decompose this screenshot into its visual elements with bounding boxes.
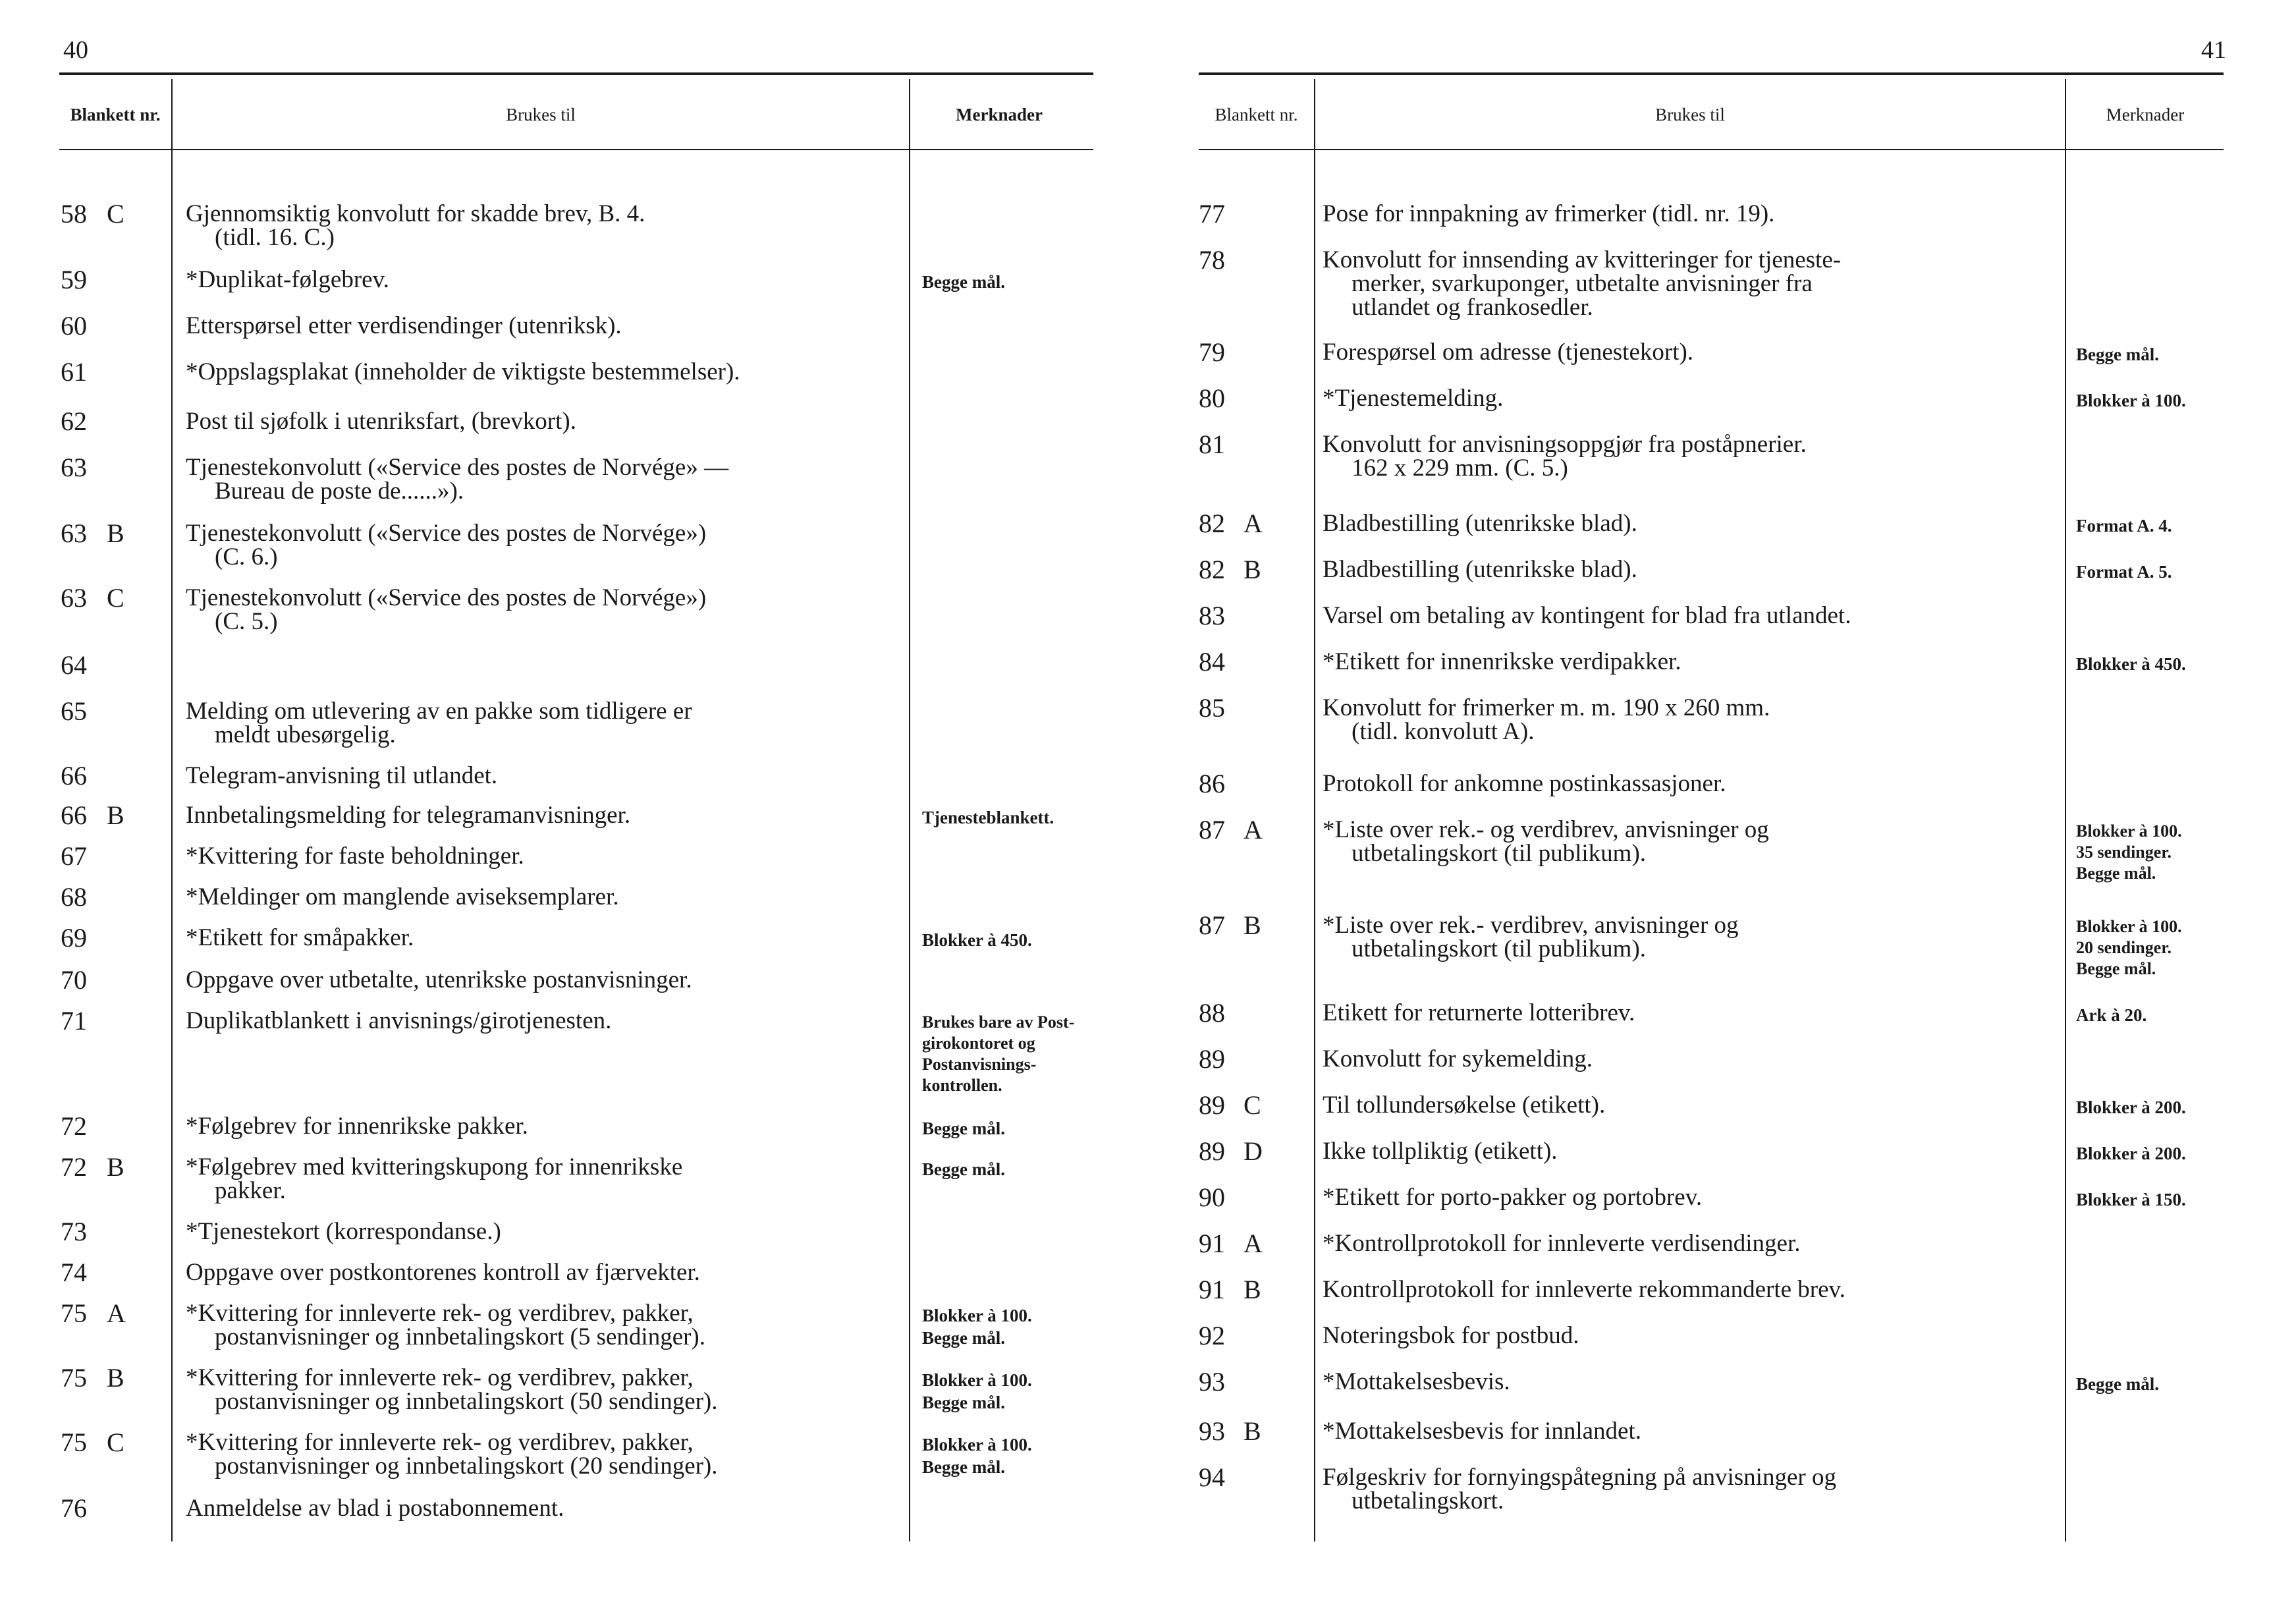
- form-suffix: B: [1244, 910, 1261, 940]
- form-number: 70: [61, 965, 87, 995]
- remark-line: 20 sendinger.: [2076, 938, 2172, 957]
- remark-line: Brukes bare av Post-: [922, 1012, 1075, 1032]
- form-remark: [2076, 1004, 2146, 1026]
- description-line: Tjenestekonvolutt («Service des postes de Norvége»): [186, 584, 707, 611]
- form-number: 79: [1199, 337, 1225, 367]
- right-page: [1199, 0, 2226, 1608]
- description-line: Noteringsbok for postbud.: [1323, 1322, 1579, 1349]
- description-line: *Etikett for innenrikske verdipakker.: [1323, 648, 1681, 675]
- form-number: 91: [1199, 1275, 1225, 1304]
- description-line: Til tollundersøkelse (etikett).: [1323, 1092, 1606, 1119]
- form-description: [186, 700, 692, 747]
- form-description: [1323, 1324, 1579, 1348]
- description-line: *Etikett for småpakker.: [186, 924, 414, 951]
- form-number: 65: [61, 696, 87, 726]
- form-description: [1323, 1186, 1702, 1209]
- form-number: 84: [1199, 647, 1225, 677]
- description-line: Gjennomsiktig konvolutt for skadde brev, B. 4.: [186, 200, 645, 227]
- form-remark: [922, 1304, 1032, 1349]
- form-number: 66: [61, 761, 87, 790]
- description-line: Protokoll for ankomne postinkassasjoner.: [1323, 770, 1726, 797]
- remark-line: Blokker à 100.: [922, 1370, 1032, 1390]
- remark-line: Ark à 20.: [2076, 1005, 2147, 1025]
- form-suffix: B: [107, 1363, 124, 1393]
- form-number: 61: [61, 357, 87, 387]
- description-line: Følgeskriv for fornyingspåtegning på anvisninger og: [1323, 1464, 1836, 1491]
- form-number: 87: [1199, 815, 1225, 845]
- remark-line: Tjenesteblankett.: [922, 808, 1054, 827]
- description-line: Oppgave over utbetalte, utenrikske postanvisninger.: [186, 966, 692, 993]
- form-description: [186, 586, 706, 634]
- description-line: *Oppslagsplakat (inneholder de viktigste bestemmelser).: [186, 358, 740, 385]
- remark-line: Begge mål.: [2076, 864, 2156, 883]
- form-description: [1323, 202, 1774, 226]
- description-line: (C. 5.): [215, 608, 278, 635]
- form-number: 67: [61, 841, 87, 871]
- form-description: [1323, 248, 1841, 319]
- description-line: (C. 6.): [215, 543, 278, 570]
- remark-line: Format A. 4.: [2076, 516, 2172, 536]
- form-remark: [922, 1158, 1005, 1180]
- description-line: 162 x 229 mm. (C. 5.): [1352, 455, 1568, 482]
- form-number: 63: [61, 453, 87, 482]
- remark-line: Begge mål.: [922, 1457, 1005, 1477]
- left-page: [59, 0, 1100, 1608]
- column-divider: [171, 79, 173, 1541]
- form-suffix: C: [1244, 1090, 1261, 1120]
- top-rule: [59, 72, 1093, 75]
- form-suffix: B: [107, 800, 124, 830]
- description-line: utbetalingskort (til publikum).: [1352, 840, 1647, 867]
- header-blankett: Blankett nr.: [70, 105, 161, 125]
- form-number: 62: [61, 406, 87, 436]
- remark-line: Postanvisnings-: [922, 1055, 1037, 1074]
- form-description: [1323, 512, 1637, 536]
- form-number: 75: [61, 1428, 87, 1457]
- form-number: 74: [61, 1258, 87, 1287]
- form-number: 72: [61, 1152, 87, 1182]
- description-line: *Tjenestemelding.: [1323, 385, 1504, 412]
- form-number: 94: [1199, 1462, 1225, 1492]
- form-number: 80: [1199, 383, 1225, 413]
- form-description: [186, 1431, 718, 1478]
- description-line: *Kvittering for faste beholdninger.: [186, 843, 524, 870]
- remark-line: kontrollen.: [922, 1076, 1002, 1095]
- form-suffix: C: [107, 199, 124, 229]
- form-description: [1323, 1370, 1510, 1394]
- header-blankett: Blankett nr.: [1215, 105, 1298, 125]
- description-line: Konvolutt for innsending av kvitteringer for tjeneste-: [1323, 246, 1842, 273]
- form-description: [186, 1155, 682, 1203]
- remark-line: Blokker à 200.: [2076, 1144, 2186, 1163]
- form-description: [1323, 1140, 1558, 1163]
- description-line: Anmeldelse av blad i postabonnement.: [186, 1495, 564, 1522]
- description-line: meldt ubesørgelig.: [215, 721, 396, 748]
- form-remark: [2076, 916, 2182, 980]
- description-line: Telegram-anvisning til utlandet.: [186, 762, 498, 789]
- form-number: 93: [1199, 1367, 1225, 1397]
- description-line: *Meldinger om manglende aviseksemplarer.: [186, 883, 619, 910]
- description-line: *Liste over rek.- og verdibrev, anvisninger og: [1323, 816, 1769, 843]
- form-remark: [2076, 1096, 2186, 1119]
- form-description: [1323, 1094, 1605, 1117]
- form-description: [186, 804, 630, 827]
- form-remark: [922, 806, 1054, 829]
- remark-line: Begge mål.: [922, 1328, 1005, 1348]
- description-line: Bladbestilling (utenrikske blad).: [1323, 510, 1637, 537]
- form-description: [1323, 772, 1726, 796]
- form-suffix: A: [1244, 1229, 1263, 1258]
- form-description: [1323, 341, 1693, 364]
- column-divider: [1314, 79, 1315, 1541]
- form-description: [1323, 1420, 1641, 1443]
- header-brukes-til: Brukes til: [1655, 105, 1725, 125]
- remark-line: Blokker à 100.: [2076, 391, 2186, 410]
- description-line: *Kvittering for innleverte rek- og verdibrev, pakker,: [186, 1429, 694, 1456]
- form-description: [186, 1302, 705, 1349]
- form-number: 85: [1199, 693, 1225, 723]
- remark-line: Begge mål.: [922, 1119, 1005, 1138]
- remark-line: Blokker à 100.: [2076, 821, 2182, 841]
- form-number: 75: [61, 1298, 87, 1328]
- form-number: 63: [61, 518, 87, 548]
- form-suffix: A: [107, 1298, 126, 1328]
- remark-line: 35 sendinger.: [2076, 843, 2172, 862]
- form-description: [1323, 696, 1770, 744]
- column-divider: [909, 79, 910, 1541]
- description-line: Tjenestekonvolutt («Service des postes de Norvége»): [186, 520, 707, 547]
- description-line: Konvolutt for frimerker m. m. 190 x 260 mm.: [1323, 694, 1770, 721]
- form-description: [186, 410, 576, 433]
- form-description: [1323, 558, 1637, 582]
- remark-line: Begge mål.: [2076, 959, 2156, 978]
- form-description: [186, 845, 524, 868]
- form-description: [186, 1261, 700, 1285]
- form-number: 73: [61, 1217, 87, 1246]
- description-line: utlandet og frankosedler.: [1352, 294, 1593, 321]
- form-remark: [2076, 1142, 2186, 1165]
- column-divider: [2065, 79, 2066, 1541]
- page-number: 40: [63, 36, 88, 64]
- description-line: Duplikatblankett i anvisnings/girotjenesten.: [186, 1007, 612, 1034]
- description-line: Bureau de poste de......»).: [215, 478, 464, 505]
- description-line: *Tjenestekort (korrespondanse.): [186, 1218, 501, 1245]
- remark-line: Blokker à 100.: [2076, 917, 2182, 936]
- form-number: 78: [1199, 245, 1225, 275]
- form-number: 59: [61, 265, 87, 294]
- form-number: 83: [1199, 601, 1225, 630]
- form-description: [186, 1497, 564, 1520]
- form-description: [186, 926, 414, 950]
- form-remark: [2076, 1373, 2159, 1395]
- description-line: (tidl. konvolutt A).: [1352, 718, 1535, 745]
- remark-line: Blokker à 200.: [2076, 1097, 2186, 1117]
- description-line: Forespørsel om adresse (tjenestekort).: [1323, 339, 1694, 366]
- form-description: [186, 968, 692, 992]
- header-merknader: Merknader: [956, 105, 1043, 125]
- form-description: [186, 1220, 501, 1244]
- form-description: [186, 456, 728, 503]
- form-number: 64: [61, 650, 87, 680]
- form-number: 82: [1199, 509, 1225, 538]
- form-description: [186, 268, 389, 292]
- form-number: 71: [61, 1006, 87, 1036]
- form-description: [1323, 914, 1739, 961]
- form-number: 86: [1199, 769, 1225, 798]
- form-description: [186, 202, 645, 250]
- form-suffix: B: [107, 1152, 124, 1182]
- description-line: *Etikett for porto-pakker og portobrev.: [1323, 1184, 1703, 1211]
- remark-line: girokontoret og: [922, 1034, 1035, 1053]
- form-description: [186, 1009, 611, 1033]
- form-remark: [922, 1117, 1005, 1140]
- description-line: *Liste over rek.- verdibrev, anvisninger og: [1323, 912, 1739, 939]
- description-line: Post til sjøfolk i utenriksfart, (brevkort).: [186, 408, 576, 435]
- remark-line: Blokker à 150.: [2076, 1190, 2186, 1209]
- form-description: [186, 314, 622, 338]
- form-number: 63: [61, 583, 87, 613]
- form-number: 82: [1199, 555, 1225, 584]
- form-suffix: A: [1244, 815, 1263, 845]
- form-remark: [2076, 343, 2159, 366]
- remark-line: Blokker à 100.: [922, 1435, 1032, 1455]
- form-number: 66: [61, 800, 87, 830]
- form-suffix: D: [1244, 1136, 1263, 1166]
- form-description: [1323, 650, 1681, 674]
- form-remark: [922, 929, 1032, 951]
- form-number: 72: [61, 1111, 87, 1141]
- description-line: Innbetalingsmelding for telegramanvisninger.: [186, 802, 631, 829]
- description-line: Ikke tollpliktig (etikett).: [1323, 1138, 1558, 1165]
- form-description: [1323, 387, 1503, 410]
- description-line: *Duplikat-følgebrev.: [186, 266, 389, 293]
- description-line: Etikett for returnerte lotteribrev.: [1323, 999, 1635, 1026]
- description-line: Oppgave over postkontorenes kontroll av fjærvekter.: [186, 1259, 700, 1286]
- description-line: Konvolutt for anvisningsoppgjør fra poståpnerier.: [1323, 431, 1807, 458]
- form-number: 88: [1199, 998, 1225, 1028]
- form-suffix: A: [1244, 509, 1263, 538]
- form-description: [1323, 1466, 1836, 1513]
- remark-line: Format A. 5.: [2076, 562, 2172, 582]
- remark-line: Begge mål.: [922, 1159, 1005, 1179]
- description-line: Kontrollprotokoll for innleverte rekommanderte brev.: [1323, 1276, 1845, 1303]
- form-description: [186, 1115, 528, 1138]
- form-remark: [2076, 821, 2182, 884]
- remark-line: Blokker à 100.: [922, 1306, 1032, 1325]
- remark-line: Begge mål.: [922, 1393, 1005, 1412]
- form-number: 58: [61, 199, 87, 229]
- form-number: 90: [1199, 1182, 1225, 1212]
- description-line: utbetalingskort.: [1352, 1487, 1504, 1514]
- description-line: Konvolutt for sykemelding.: [1323, 1045, 1593, 1072]
- header-brukes-til: Brukes til: [506, 105, 576, 125]
- form-description: [1323, 1001, 1635, 1025]
- description-line: (tidl. 16. C.): [215, 224, 335, 251]
- description-line: Etterspørsel etter verdisendinger (utenriksk).: [186, 312, 622, 339]
- description-line: *Følgebrev for innenrikske pakker.: [186, 1113, 528, 1140]
- form-description: [1323, 1278, 1845, 1302]
- page-number: 41: [2201, 36, 2226, 64]
- remark-line: Blokker à 450.: [2076, 654, 2186, 674]
- form-remark: [922, 1012, 1074, 1096]
- form-description: [1323, 604, 1851, 628]
- form-suffix: C: [107, 583, 124, 613]
- form-description: [1323, 1047, 1593, 1071]
- form-number: 76: [61, 1493, 87, 1523]
- form-number: 91: [1199, 1229, 1225, 1258]
- form-description: [1323, 1232, 1800, 1256]
- form-description: [186, 522, 706, 569]
- description-line: *Kontrollprotokoll for innleverte verdisendinger.: [1323, 1230, 1801, 1257]
- form-number: 89: [1199, 1044, 1225, 1074]
- description-line: postanvisninger og innbetalingskort (20 sendinger).: [215, 1453, 718, 1480]
- description-line: *Følgebrev med kvitteringskupong for innenrikske: [186, 1153, 683, 1180]
- form-number: 92: [1199, 1321, 1225, 1350]
- description-line: postanvisninger og innbetalingskort (50 sendinger).: [215, 1388, 718, 1415]
- form-suffix: B: [1244, 1416, 1261, 1446]
- form-suffix: B: [1244, 1275, 1261, 1304]
- form-description: [186, 1366, 718, 1414]
- description-line: pakker.: [215, 1177, 286, 1204]
- form-remark: [922, 1433, 1032, 1478]
- form-number: 60: [61, 311, 87, 341]
- form-description: [186, 360, 740, 384]
- description-line: Melding om utlevering av en pakke som tidligere er: [186, 698, 692, 725]
- description-line: postanvisninger og innbetalingskort (5 sendinger).: [215, 1323, 706, 1350]
- description-line: merker, svarkuponger, utbetalte anvisninger fra: [1352, 270, 1813, 297]
- form-suffix: B: [1244, 555, 1261, 584]
- form-description: [1323, 433, 1807, 480]
- form-number: 69: [61, 923, 87, 953]
- form-number: 75: [61, 1363, 87, 1393]
- form-remark: [2076, 389, 2186, 412]
- remark-line: Begge mål.: [922, 272, 1005, 292]
- form-description: [186, 764, 497, 788]
- header-merknader: Merknader: [2106, 105, 2185, 125]
- description-line: Tjenestekonvolutt («Service des postes de Norvége» —: [186, 454, 729, 481]
- remark-line: Begge mål.: [2076, 1374, 2159, 1394]
- form-number: 89: [1199, 1136, 1225, 1166]
- form-number: 93: [1199, 1416, 1225, 1446]
- remark-line: Begge mål.: [2076, 345, 2159, 364]
- form-remark: [2076, 653, 2186, 675]
- description-line: *Kvittering for innleverte rek- og verdibrev, pakker,: [186, 1300, 694, 1327]
- description-line: Varsel om betaling av kontingent for blad fra utlandet.: [1323, 602, 1851, 629]
- form-description: [186, 885, 619, 909]
- description-line: *Mottakelsesbevis for innlandet.: [1323, 1418, 1641, 1445]
- form-number: 89: [1199, 1090, 1225, 1120]
- form-remark: [922, 1369, 1032, 1414]
- form-number: 81: [1199, 430, 1225, 459]
- form-suffix: C: [107, 1428, 124, 1457]
- top-rule: [1199, 72, 2224, 75]
- description-line: utbetalingskort (til publikum).: [1352, 935, 1647, 962]
- description-line: *Kvittering for innleverte rek- og verdibrev, pakker,: [186, 1364, 694, 1391]
- form-number: 87: [1199, 910, 1225, 940]
- form-remark: [2076, 561, 2172, 583]
- form-number: 77: [1199, 199, 1225, 229]
- form-remark: [2076, 514, 2172, 537]
- form-description: [1323, 818, 1769, 866]
- form-suffix: B: [107, 518, 124, 548]
- form-remark: [2076, 1188, 2186, 1211]
- description-line: Bladbestilling (utenrikske blad).: [1323, 556, 1637, 583]
- remark-line: Blokker à 450.: [922, 930, 1032, 950]
- description-line: Pose for innpakning av frimerker (tidl. nr. 19).: [1323, 200, 1775, 227]
- form-number: 68: [61, 882, 87, 912]
- form-remark: [922, 271, 1005, 293]
- description-line: *Mottakelsesbevis.: [1323, 1368, 1510, 1395]
